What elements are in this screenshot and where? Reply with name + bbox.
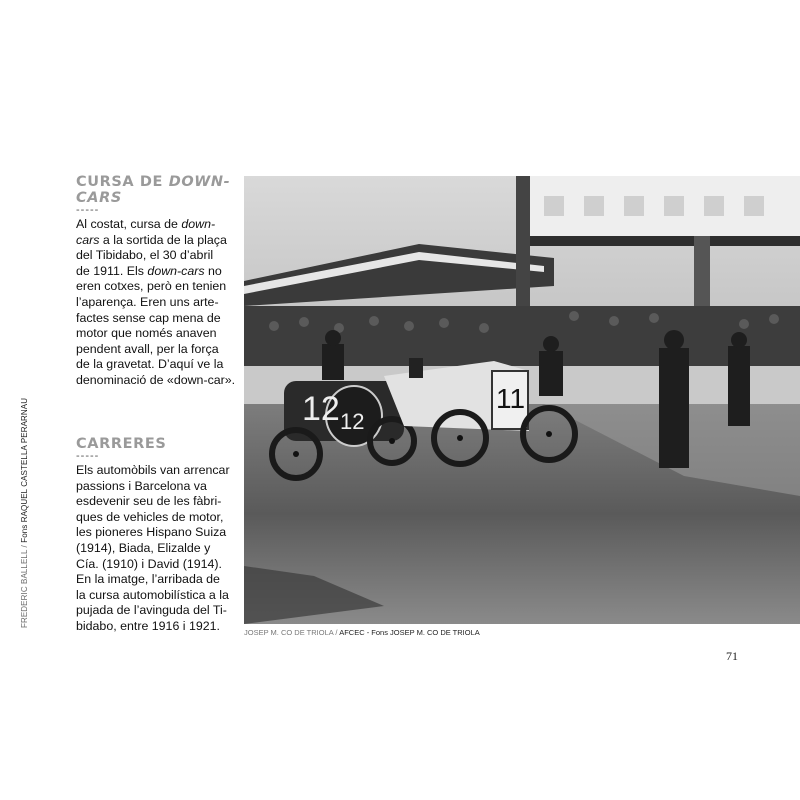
body-line: Cía. (1910) i David (1914).: [76, 556, 223, 571]
body-line: denominació de «down-car».: [76, 372, 236, 387]
body-line: les pioneres Hispano Suiza: [76, 525, 227, 540]
heading-prefix: CARRERES: [76, 436, 167, 452]
body-line: de 1911. Els down-cars no: [76, 263, 222, 278]
body-line: (1914), Biada, Elizalde y: [76, 540, 211, 555]
body-line: factes sense cap mena de: [76, 310, 221, 325]
caption-photographer: JOSEP M. CO DE TRIOLA: [244, 628, 334, 637]
caption-archive: AFCEC - Fons JOSEP M. CO DE TRIOLA: [339, 628, 480, 637]
body-line: l’aparença. Eren uns arte-: [76, 294, 219, 309]
body-line: En la imatge, l’arribada de: [76, 572, 220, 587]
body-line: eren cotxes, però en tenien: [76, 279, 227, 294]
race-photograph: [244, 176, 800, 624]
section-heading: [76, 174, 236, 206]
body-line: la cursa automobilística a la: [76, 587, 229, 602]
body-line: del Tibidabo, el 30 d’abril: [76, 248, 214, 263]
section-heading: [76, 436, 236, 452]
section-down-cars: [76, 174, 236, 389]
car-number: 12: [340, 409, 365, 434]
body-line: Al costat, cursa de down-: [76, 217, 216, 231]
car-number: 12: [302, 390, 340, 428]
vertical-photo-credit: [20, 398, 29, 628]
body-line: pujada de l’avinguda del Ti-: [76, 603, 227, 618]
credit-separator: /: [20, 542, 29, 550]
body-line: ques de vehicles de motor,: [76, 509, 224, 524]
body-line: esdevenir seu de les fàbri-: [76, 494, 222, 509]
credit-fonds: Fons RAQUEL CASTELLA PERARNAU: [20, 397, 29, 543]
caption-separator: /: [333, 628, 340, 637]
photo-illustration: [244, 176, 800, 624]
section-body: [76, 217, 236, 389]
section-body: [76, 463, 236, 635]
heading-dashes: -----: [76, 204, 100, 216]
body-line: pendent avall, per la força: [76, 341, 219, 356]
body-line: Els automòbils van arrencar: [76, 463, 230, 477]
body-line: de la gravetat. D’aquí ve la: [76, 357, 224, 372]
heading-dashes: -----: [76, 450, 100, 462]
heading-italic: DOWN-CARS: [76, 174, 231, 206]
heading-prefix: CURSA DE: [76, 174, 169, 190]
section-carreres: [76, 436, 236, 635]
body-line: cars a la sortida de la plaça: [76, 232, 227, 247]
body-line: bidabo, entre 1916 i 1921.: [76, 618, 220, 633]
body-line: motor que només anaven: [76, 326, 217, 341]
photo-caption: [244, 628, 480, 637]
car-number: 11: [496, 383, 526, 414]
credit-photographer: FREDERIC BALLELL: [20, 549, 29, 628]
page-number: 71: [726, 649, 738, 663]
body-line: passions i Barcelona va: [76, 478, 207, 493]
